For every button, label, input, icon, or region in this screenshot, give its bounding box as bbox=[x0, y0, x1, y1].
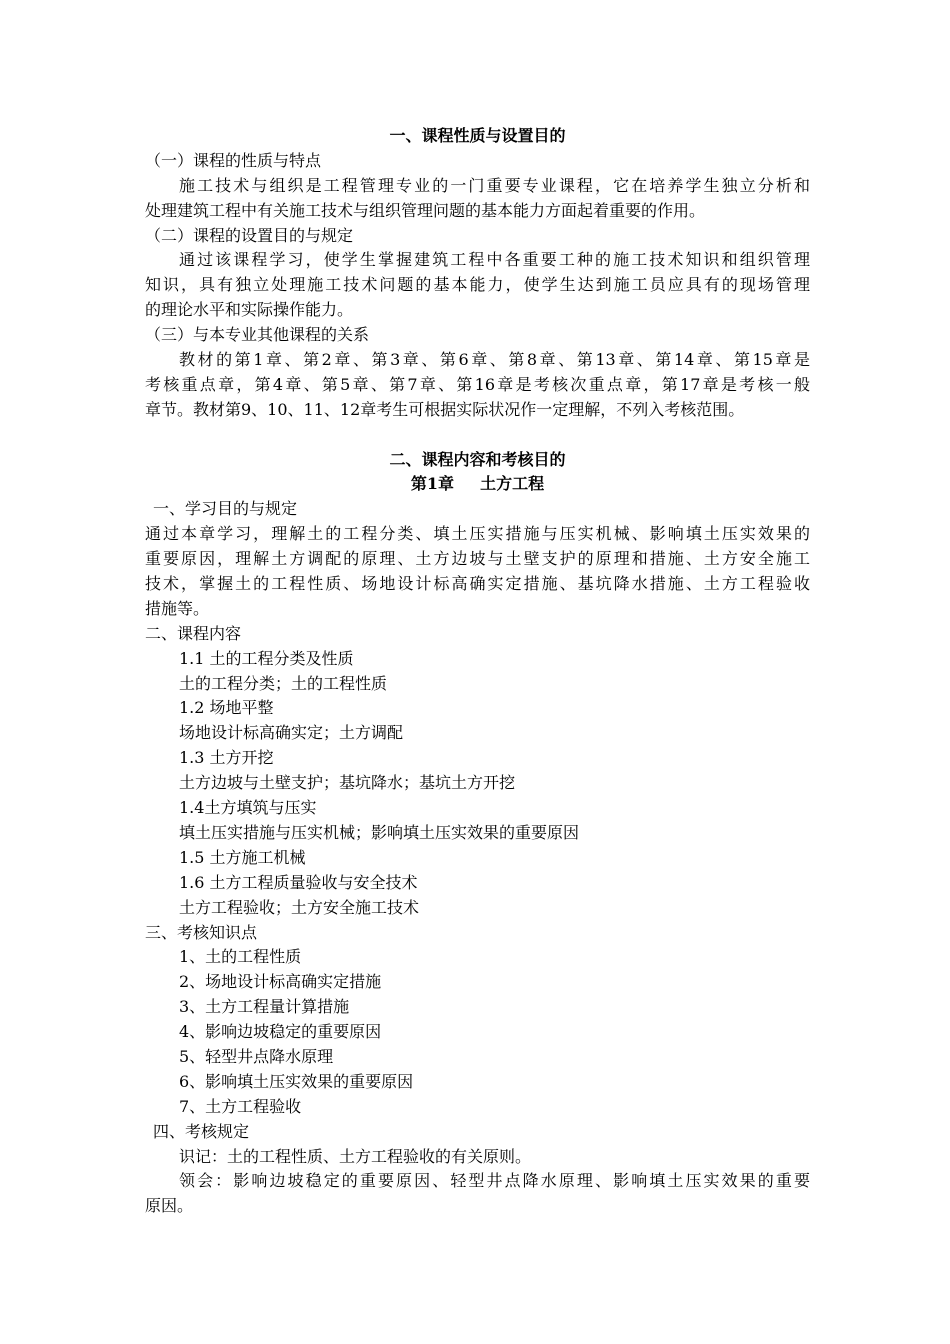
goal-heading: 一、学习目的与规定 bbox=[153, 499, 298, 519]
content-heading: 二、课程内容 bbox=[145, 623, 242, 643]
subsection-heading-3: （三）与本专业其他课程的关系 bbox=[145, 325, 370, 345]
content-item: 1.4土方填筑与压实 bbox=[179, 798, 317, 818]
goal-text-line-2: 重要原因，理解土方调配的原理、土方边坡与土壁支护的原理和措施、土方安全施工 bbox=[145, 549, 810, 569]
paragraph-2-line-1: 通过该课程学习，使学生掌握建筑工程中各重要工种的施工技术知识和组织管理 bbox=[179, 250, 810, 270]
content-item: 1.2 场地平整 bbox=[179, 698, 274, 718]
paragraph-1-line-1: 施工技术与组织是工程管理专业的一门重要专业课程，它在培养学生独立分析和 bbox=[179, 175, 810, 195]
chapter-number: 第1章 bbox=[410, 474, 455, 494]
point-item: 1、土的工程性质 bbox=[179, 947, 302, 967]
point-item: 2、场地设计标高确实定措施 bbox=[179, 972, 382, 992]
document-page bbox=[145, 124, 810, 1219]
content-item: 场地设计标高确实定；土方调配 bbox=[179, 723, 404, 743]
paragraph-3-line-3: 章节。教材第9、10、11、12章考生可根据实际状况作一定理解，不列入考核范围。 bbox=[145, 399, 745, 419]
requirements-heading: 四、考核规定 bbox=[153, 1121, 250, 1141]
paragraph-2-line-2: 知识，具有独立处理施工技术问题的基本能力，使学生达到施工员应具有的现场管理 bbox=[145, 275, 810, 295]
points-heading: 三、考核知识点 bbox=[145, 922, 258, 942]
content-item: 土方边坡与土壁支护；基坑降水；基坑土方开挖 bbox=[179, 773, 516, 793]
requirement-recall: 识记：土的工程性质、土方工程验收的有关原则。 bbox=[179, 1146, 532, 1166]
goal-text-line-3: 技术，掌握土的工程性质、场地设计标高确实定措施、基坑降水措施、土方工程验收 bbox=[145, 574, 810, 594]
point-item: 6、影响填土压实效果的重要原因 bbox=[179, 1071, 414, 1091]
point-item: 3、土方工程量计算措施 bbox=[179, 997, 350, 1017]
paragraph-2-line-3: 的理论水平和实际操作能力。 bbox=[145, 300, 354, 320]
content-item: 填土压实措施与压实机械；影响填土压实效果的重要原因 bbox=[179, 822, 580, 842]
requirement-understand-line-1: 领会：影响边坡稳定的重要原因、轻型井点降水原理、影响填土压实效果的重要 bbox=[179, 1171, 810, 1191]
point-item: 7、土方工程验收 bbox=[179, 1096, 302, 1116]
content-item: 1.1 土的工程分类及性质 bbox=[179, 648, 354, 668]
point-item: 5、轻型井点降水原理 bbox=[179, 1046, 334, 1066]
content-item: 1.5 土方施工机械 bbox=[179, 847, 306, 867]
goal-text-line-4: 措施等。 bbox=[145, 598, 210, 618]
content-item: 1.6 土方工程质量验收与安全技术 bbox=[179, 872, 418, 892]
section-1-title: 一、课程性质与设置目的 bbox=[389, 126, 566, 145]
content-item: 土的工程分类；土的工程性质 bbox=[179, 673, 388, 693]
content-item: 1.3 土方开挖 bbox=[179, 748, 274, 768]
goal-text-line-1: 通过本章学习，理解土的工程分类、填土压实措施与压实机械、影响填土压实效果的 bbox=[145, 524, 810, 544]
subsection-heading-2: （二）课程的设置目的与规定 bbox=[145, 225, 354, 245]
requirement-understand-line-2: 原因。 bbox=[145, 1196, 194, 1216]
paragraph-3-line-2: 考核重点章，第4章、第5章、第7章、第16章是考核次重点章，第17章是考核一般 bbox=[145, 374, 810, 394]
chapter-title bbox=[145, 472, 810, 497]
subsection-heading-1: （一）课程的性质与特点 bbox=[145, 150, 322, 170]
chapter-name: 土方工程 bbox=[480, 474, 545, 494]
spacer bbox=[145, 423, 810, 448]
section-2-title: 二、课程内容和考核目的 bbox=[389, 449, 566, 469]
content-item: 土方工程验收；土方安全施工技术 bbox=[179, 897, 420, 917]
paragraph-1-line-2: 处理建筑工程中有关施工技术与组织管理问题的基本能力方面起着重要的作用。 bbox=[145, 200, 706, 220]
point-item: 4、影响边坡稳定的重要原因 bbox=[179, 1022, 382, 1042]
paragraph-3-line-1: 教材的第1章、第2章、第3章、第6章、第8章、第13章、第14章、第15章是 bbox=[179, 350, 810, 370]
